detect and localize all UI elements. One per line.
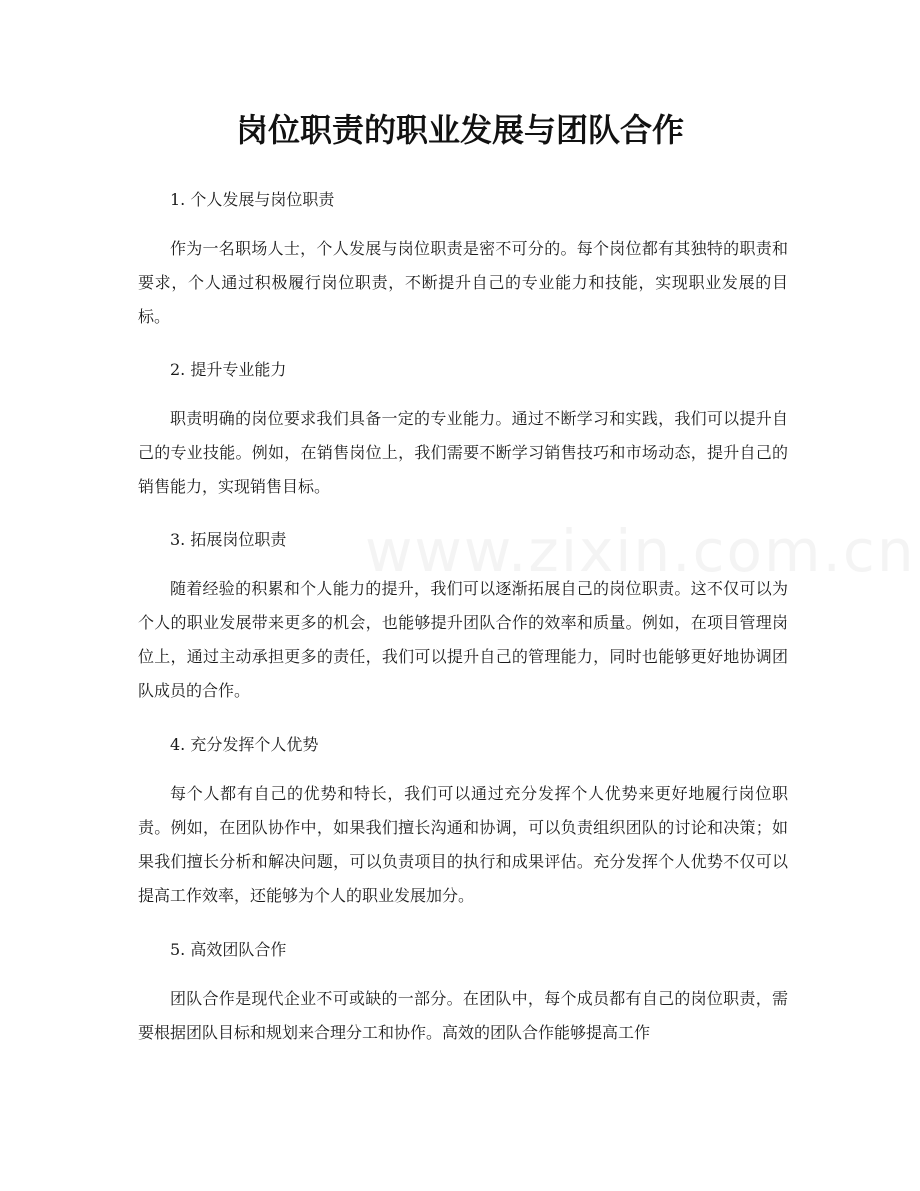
section-heading-4: 4. 充分发挥个人优势 (170, 735, 319, 754)
section-body-3: 随着经验的积累和个人能力的提升，我们可以逐渐拓展自己的岗位职责。这不仅可以为个人的职业发展带来更多的机会，也能够提升团队合作的效率和质量。例如，在项目管理岗位上，通过主动承担更多的责任，我们可以提升自己的管理能力，同时也能够更好地协调团队成员的合作。 (138, 579, 788, 700)
section-body-5: 团队合作是现代企业不可或缺的一部分。在团队中，每个成员都有自己的岗位职责，需要根据团队目标和规划来合理分工和协作。高效的团队合作能够提高工作 (138, 989, 788, 1042)
section-body-2: 职责明确的岗位要求我们具备一定的专业能力。通过不断学习和实践，我们可以提升自己的专业技能。例如，在销售岗位上，我们需要不断学习销售技巧和市场动态，提升自己的销售能力，实现销售目标。 (138, 409, 788, 496)
section-heading-2: 2. 提升专业能力 (170, 360, 287, 379)
section-heading-5: 5. 高效团队合作 (170, 940, 287, 959)
section-heading-3: 3. 拓展岗位职责 (170, 530, 287, 549)
section-heading-1: 1. 个人发展与岗位职责 (170, 190, 335, 209)
watermark: www.zixin.com.cn (365, 517, 916, 585)
document-title: 岗位职责的职业发展与团队合作 (235, 111, 684, 149)
section-body-1: 作为一名职场人士，个人发展与岗位职责是密不可分的。每个岗位都有其独特的职责和要求，个人通过积极履行岗位职责，不断提升自己的专业能力和技能，实现职业发展的目标。 (138, 239, 788, 326)
section-body-4: 每个人都有自己的优势和特长，我们可以通过充分发挥个人优势来更好地履行岗位职责。例如，在团队协作中，如果我们擅长沟通和协调，可以负责组织团队的讨论和决策；如果我们擅长分析和解决问题，可以负责项目的执行和成果评估。充分发挥个人优势不仅可以提高工作效率，还能够为个人的职业发展加分。 (138, 784, 788, 905)
